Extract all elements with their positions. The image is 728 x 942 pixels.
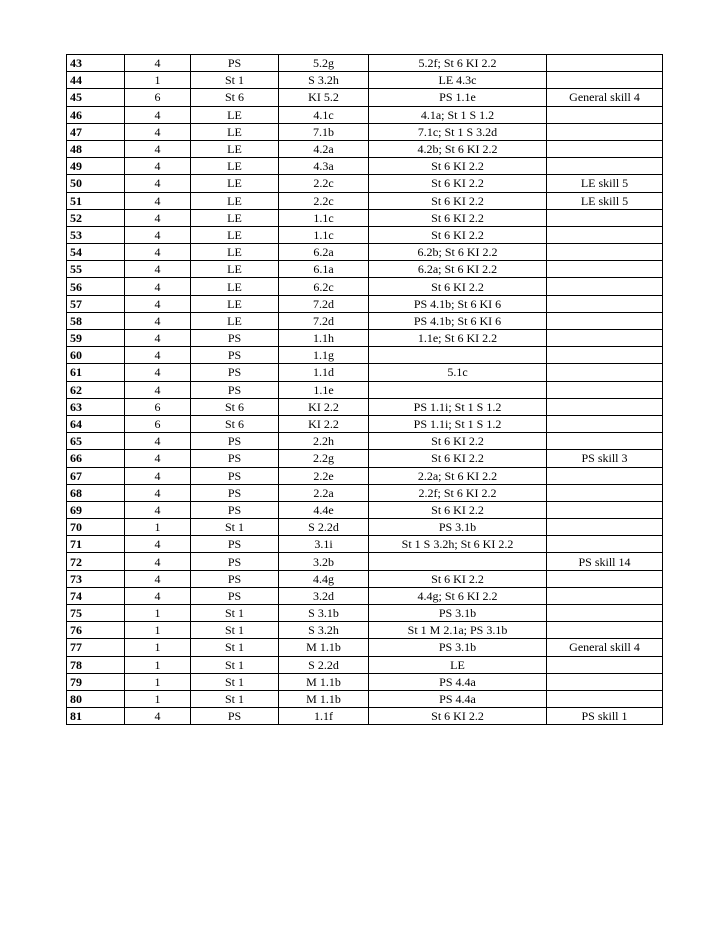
- cell-standard-code: 4.3a: [279, 158, 369, 175]
- cell-standard-code: M 1.1b: [279, 639, 369, 656]
- cell-grade-level: 4: [125, 450, 191, 467]
- cell-item-number: 57: [67, 295, 125, 312]
- cell-related-standards: PS 1.1i; St 1 S 1.2: [369, 398, 547, 415]
- cell-related-standards: St 6 KI 2.2: [369, 708, 547, 725]
- cell-standard-code: S 3.2h: [279, 622, 369, 639]
- cell-item-number: 72: [67, 553, 125, 570]
- cell-grade-level: 4: [125, 312, 191, 329]
- cell-related-standards: 1.1e; St 6 KI 2.2: [369, 330, 547, 347]
- cell-related-standards: PS 4.1b; St 6 KI 6: [369, 295, 547, 312]
- cell-strand: PS: [191, 484, 279, 501]
- cell-item-number: 54: [67, 244, 125, 261]
- cell-skill: [547, 381, 663, 398]
- cell-skill: PS skill 14: [547, 553, 663, 570]
- cell-strand: LE: [191, 192, 279, 209]
- cell-strand: PS: [191, 433, 279, 450]
- cell-skill: [547, 501, 663, 518]
- cell-grade-level: 4: [125, 209, 191, 226]
- cell-skill: LE skill 5: [547, 175, 663, 192]
- cell-item-number: 55: [67, 261, 125, 278]
- table-row: [67, 330, 663, 347]
- cell-related-standards: 6.2a; St 6 KI 2.2: [369, 261, 547, 278]
- cell-related-standards: PS 1.1e: [369, 89, 547, 106]
- table-row: [67, 381, 663, 398]
- cell-strand: PS: [191, 467, 279, 484]
- cell-strand: PS: [191, 708, 279, 725]
- cell-related-standards: PS 1.1i; St 1 S 1.2: [369, 415, 547, 432]
- cell-related-standards: St 6 KI 2.2: [369, 158, 547, 175]
- cell-strand: PS: [191, 330, 279, 347]
- table-body: [67, 55, 663, 725]
- cell-related-standards: PS 4.4a: [369, 690, 547, 707]
- cell-standard-code: 2.2c: [279, 175, 369, 192]
- cell-skill: [547, 467, 663, 484]
- cell-related-standards: St 6 KI 2.2: [369, 209, 547, 226]
- cell-strand: PS: [191, 570, 279, 587]
- cell-skill: [547, 587, 663, 604]
- cell-standard-code: 2.2h: [279, 433, 369, 450]
- cell-standard-code: 1.1f: [279, 708, 369, 725]
- cell-skill: [547, 690, 663, 707]
- cell-standard-code: S 2.2d: [279, 519, 369, 536]
- cell-grade-level: 4: [125, 55, 191, 72]
- cell-item-number: 60: [67, 347, 125, 364]
- cell-standard-code: S 2.2d: [279, 656, 369, 673]
- cell-skill: [547, 519, 663, 536]
- table-row: [67, 312, 663, 329]
- cell-item-number: 48: [67, 140, 125, 157]
- cell-strand: PS: [191, 381, 279, 398]
- cell-skill: [547, 209, 663, 226]
- table-row: [67, 639, 663, 656]
- cell-grade-level: 4: [125, 501, 191, 518]
- cell-skill: [547, 415, 663, 432]
- table-row: [67, 123, 663, 140]
- cell-grade-level: 4: [125, 536, 191, 553]
- cell-strand: PS: [191, 501, 279, 518]
- cell-standard-code: S 3.2h: [279, 72, 369, 89]
- table-row: [67, 89, 663, 106]
- cell-related-standards: LE: [369, 656, 547, 673]
- cell-strand: PS: [191, 347, 279, 364]
- cell-strand: PS: [191, 536, 279, 553]
- cell-standard-code: 2.2e: [279, 467, 369, 484]
- cell-skill: [547, 433, 663, 450]
- cell-skill: [547, 347, 663, 364]
- cell-grade-level: 4: [125, 708, 191, 725]
- cell-related-standards: 4.1a; St 1 S 1.2: [369, 106, 547, 123]
- cell-grade-level: 1: [125, 690, 191, 707]
- cell-item-number: 47: [67, 123, 125, 140]
- cell-strand: LE: [191, 140, 279, 157]
- cell-skill: [547, 312, 663, 329]
- cell-strand: LE: [191, 261, 279, 278]
- cell-grade-level: 1: [125, 656, 191, 673]
- cell-item-number: 77: [67, 639, 125, 656]
- table-row: [67, 192, 663, 209]
- cell-item-number: 74: [67, 587, 125, 604]
- cell-item-number: 56: [67, 278, 125, 295]
- cell-item-number: 62: [67, 381, 125, 398]
- cell-item-number: 69: [67, 501, 125, 518]
- cell-grade-level: 4: [125, 278, 191, 295]
- cell-skill: General skill 4: [547, 89, 663, 106]
- cell-related-standards: 4.2b; St 6 KI 2.2: [369, 140, 547, 157]
- table-row: [67, 175, 663, 192]
- cell-item-number: 53: [67, 226, 125, 243]
- cell-skill: [547, 106, 663, 123]
- table-row: [67, 295, 663, 312]
- cell-skill: [547, 364, 663, 381]
- cell-skill: [547, 484, 663, 501]
- cell-strand: St 1: [191, 673, 279, 690]
- cell-skill: PS skill 1: [547, 708, 663, 725]
- cell-grade-level: 1: [125, 605, 191, 622]
- cell-strand: LE: [191, 123, 279, 140]
- cell-skill: [547, 140, 663, 157]
- cell-grade-level: 4: [125, 381, 191, 398]
- cell-skill: General skill 4: [547, 639, 663, 656]
- cell-related-standards: 4.4g; St 6 KI 2.2: [369, 587, 547, 604]
- cell-grade-level: 4: [125, 123, 191, 140]
- cell-grade-level: 4: [125, 140, 191, 157]
- cell-related-standards: St 6 KI 2.2: [369, 433, 547, 450]
- cell-grade-level: 6: [125, 415, 191, 432]
- cell-skill: [547, 295, 663, 312]
- cell-related-standards: St 1 M 2.1a; PS 3.1b: [369, 622, 547, 639]
- cell-standard-code: 6.2c: [279, 278, 369, 295]
- cell-standard-code: 6.2a: [279, 244, 369, 261]
- cell-grade-level: 6: [125, 89, 191, 106]
- table-row: [67, 622, 663, 639]
- cell-standard-code: 3.1i: [279, 536, 369, 553]
- cell-standard-code: 3.2b: [279, 553, 369, 570]
- cell-strand: LE: [191, 278, 279, 295]
- table-row: [67, 708, 663, 725]
- cell-standard-code: 4.4e: [279, 501, 369, 518]
- table-row: [67, 467, 663, 484]
- cell-standard-code: 4.4g: [279, 570, 369, 587]
- cell-skill: [547, 244, 663, 261]
- cell-skill: [547, 570, 663, 587]
- cell-grade-level: 4: [125, 467, 191, 484]
- cell-standard-code: 4.2a: [279, 140, 369, 157]
- cell-item-number: 43: [67, 55, 125, 72]
- cell-standard-code: 7.2d: [279, 312, 369, 329]
- cell-grade-level: 1: [125, 519, 191, 536]
- cell-item-number: 66: [67, 450, 125, 467]
- cell-related-standards: PS 3.1b: [369, 639, 547, 656]
- table-row: [67, 364, 663, 381]
- cell-strand: St 1: [191, 605, 279, 622]
- cell-item-number: 49: [67, 158, 125, 175]
- cell-skill: [547, 72, 663, 89]
- cell-related-standards: PS 4.1b; St 6 KI 6: [369, 312, 547, 329]
- cell-grade-level: 4: [125, 192, 191, 209]
- cell-grade-level: 1: [125, 639, 191, 656]
- table-row: [67, 226, 663, 243]
- cell-grade-level: 4: [125, 175, 191, 192]
- cell-strand: St 6: [191, 415, 279, 432]
- cell-related-standards: St 1 S 3.2h; St 6 KI 2.2: [369, 536, 547, 553]
- cell-strand: LE: [191, 244, 279, 261]
- cell-standard-code: M 1.1b: [279, 690, 369, 707]
- cell-strand: PS: [191, 553, 279, 570]
- cell-standard-code: KI 5.2: [279, 89, 369, 106]
- cell-related-standards: 7.1c; St 1 S 3.2d: [369, 123, 547, 140]
- cell-standard-code: 1.1h: [279, 330, 369, 347]
- cell-standard-code: 3.2d: [279, 587, 369, 604]
- cell-related-standards: St 6 KI 2.2: [369, 450, 547, 467]
- cell-related-standards: 5.1c: [369, 364, 547, 381]
- table-row: [67, 209, 663, 226]
- table-row: [67, 244, 663, 261]
- cell-grade-level: 1: [125, 673, 191, 690]
- cell-item-number: 76: [67, 622, 125, 639]
- cell-strand: PS: [191, 450, 279, 467]
- cell-item-number: 46: [67, 106, 125, 123]
- cell-item-number: 67: [67, 467, 125, 484]
- cell-item-number: 78: [67, 656, 125, 673]
- cell-strand: LE: [191, 106, 279, 123]
- cell-strand: LE: [191, 312, 279, 329]
- cell-related-standards: [369, 347, 547, 364]
- table-row: [67, 347, 663, 364]
- cell-grade-level: 4: [125, 433, 191, 450]
- cell-grade-level: 4: [125, 106, 191, 123]
- table-row: [67, 415, 663, 432]
- cell-item-number: 44: [67, 72, 125, 89]
- table-row: [67, 140, 663, 157]
- cell-skill: LE skill 5: [547, 192, 663, 209]
- cell-strand: St 6: [191, 398, 279, 415]
- cell-skill: PS skill 3: [547, 450, 663, 467]
- cell-standard-code: 5.2g: [279, 55, 369, 72]
- cell-strand: St 6: [191, 89, 279, 106]
- cell-related-standards: St 6 KI 2.2: [369, 175, 547, 192]
- table-row: [67, 398, 663, 415]
- table-row: [67, 278, 663, 295]
- cell-skill: [547, 158, 663, 175]
- cell-grade-level: 4: [125, 553, 191, 570]
- cell-related-standards: 2.2a; St 6 KI 2.2: [369, 467, 547, 484]
- cell-standard-code: 2.2g: [279, 450, 369, 467]
- cell-standard-code: 1.1g: [279, 347, 369, 364]
- standards-alignment-table: [66, 54, 663, 725]
- cell-strand: LE: [191, 295, 279, 312]
- cell-grade-level: 4: [125, 587, 191, 604]
- cell-item-number: 71: [67, 536, 125, 553]
- cell-strand: St 1: [191, 639, 279, 656]
- table-row: [67, 587, 663, 604]
- cell-standard-code: 6.1a: [279, 261, 369, 278]
- cell-standard-code: 7.1b: [279, 123, 369, 140]
- cell-standard-code: 1.1e: [279, 381, 369, 398]
- cell-strand: St 1: [191, 690, 279, 707]
- cell-grade-level: 4: [125, 330, 191, 347]
- cell-standard-code: 1.1c: [279, 209, 369, 226]
- cell-skill: [547, 261, 663, 278]
- cell-strand: St 1: [191, 72, 279, 89]
- cell-related-standards: St 6 KI 2.2: [369, 192, 547, 209]
- cell-item-number: 58: [67, 312, 125, 329]
- cell-standard-code: KI 2.2: [279, 415, 369, 432]
- cell-item-number: 75: [67, 605, 125, 622]
- cell-item-number: 68: [67, 484, 125, 501]
- table-row: [67, 656, 663, 673]
- cell-grade-level: 4: [125, 364, 191, 381]
- table-row: [67, 536, 663, 553]
- cell-skill: [547, 278, 663, 295]
- table-row: [67, 673, 663, 690]
- cell-strand: St 1: [191, 656, 279, 673]
- cell-item-number: 52: [67, 209, 125, 226]
- cell-related-standards: St 6 KI 2.2: [369, 570, 547, 587]
- cell-item-number: 61: [67, 364, 125, 381]
- table-row: [67, 158, 663, 175]
- cell-strand: St 1: [191, 622, 279, 639]
- table-row: [67, 570, 663, 587]
- cell-strand: LE: [191, 226, 279, 243]
- cell-skill: [547, 123, 663, 140]
- cell-grade-level: 1: [125, 72, 191, 89]
- table-row: [67, 484, 663, 501]
- cell-strand: PS: [191, 55, 279, 72]
- table-row: [67, 261, 663, 278]
- cell-strand: LE: [191, 158, 279, 175]
- cell-skill: [547, 330, 663, 347]
- cell-strand: PS: [191, 364, 279, 381]
- cell-grade-level: 6: [125, 398, 191, 415]
- cell-item-number: 63: [67, 398, 125, 415]
- table-row: [67, 501, 663, 518]
- cell-standard-code: 4.1c: [279, 106, 369, 123]
- table-row: [67, 519, 663, 536]
- cell-standard-code: S 3.1b: [279, 605, 369, 622]
- cell-grade-level: 4: [125, 226, 191, 243]
- cell-grade-level: 4: [125, 295, 191, 312]
- table-row: [67, 553, 663, 570]
- cell-grade-level: 4: [125, 570, 191, 587]
- cell-skill: [547, 226, 663, 243]
- cell-skill: [547, 656, 663, 673]
- cell-grade-level: 4: [125, 347, 191, 364]
- cell-related-standards: PS 4.4a: [369, 673, 547, 690]
- cell-item-number: 50: [67, 175, 125, 192]
- cell-related-standards: [369, 553, 547, 570]
- cell-standard-code: M 1.1b: [279, 673, 369, 690]
- cell-strand: LE: [191, 209, 279, 226]
- cell-related-standards: 6.2b; St 6 KI 2.2: [369, 244, 547, 261]
- cell-standard-code: 1.1c: [279, 226, 369, 243]
- cell-item-number: 79: [67, 673, 125, 690]
- cell-item-number: 65: [67, 433, 125, 450]
- cell-related-standards: 2.2f; St 6 KI 2.2: [369, 484, 547, 501]
- table-row: [67, 450, 663, 467]
- cell-grade-level: 4: [125, 244, 191, 261]
- cell-item-number: 80: [67, 690, 125, 707]
- table-row: [67, 605, 663, 622]
- cell-item-number: 51: [67, 192, 125, 209]
- cell-item-number: 45: [67, 89, 125, 106]
- table-row: [67, 433, 663, 450]
- cell-related-standards: 5.2f; St 6 KI 2.2: [369, 55, 547, 72]
- cell-item-number: 81: [67, 708, 125, 725]
- cell-skill: [547, 605, 663, 622]
- cell-grade-level: 4: [125, 484, 191, 501]
- cell-skill: [547, 536, 663, 553]
- cell-related-standards: [369, 381, 547, 398]
- cell-related-standards: PS 3.1b: [369, 605, 547, 622]
- table-row: [67, 55, 663, 72]
- cell-standard-code: KI 2.2: [279, 398, 369, 415]
- cell-item-number: 59: [67, 330, 125, 347]
- table-row: [67, 106, 663, 123]
- cell-standard-code: 2.2c: [279, 192, 369, 209]
- table-row: [67, 690, 663, 707]
- cell-skill: [547, 55, 663, 72]
- table-row: [67, 72, 663, 89]
- cell-related-standards: St 6 KI 2.2: [369, 226, 547, 243]
- cell-grade-level: 4: [125, 261, 191, 278]
- cell-item-number: 64: [67, 415, 125, 432]
- cell-strand: LE: [191, 175, 279, 192]
- cell-standard-code: 1.1d: [279, 364, 369, 381]
- cell-item-number: 73: [67, 570, 125, 587]
- cell-strand: PS: [191, 587, 279, 604]
- cell-skill: [547, 622, 663, 639]
- cell-related-standards: St 6 KI 2.2: [369, 501, 547, 518]
- cell-related-standards: LE 4.3c: [369, 72, 547, 89]
- cell-standard-code: 2.2a: [279, 484, 369, 501]
- cell-related-standards: St 6 KI 2.2: [369, 278, 547, 295]
- cell-item-number: 70: [67, 519, 125, 536]
- cell-related-standards: PS 3.1b: [369, 519, 547, 536]
- cell-strand: St 1: [191, 519, 279, 536]
- cell-standard-code: 7.2d: [279, 295, 369, 312]
- cell-skill: [547, 673, 663, 690]
- cell-grade-level: 1: [125, 622, 191, 639]
- cell-grade-level: 4: [125, 158, 191, 175]
- cell-skill: [547, 398, 663, 415]
